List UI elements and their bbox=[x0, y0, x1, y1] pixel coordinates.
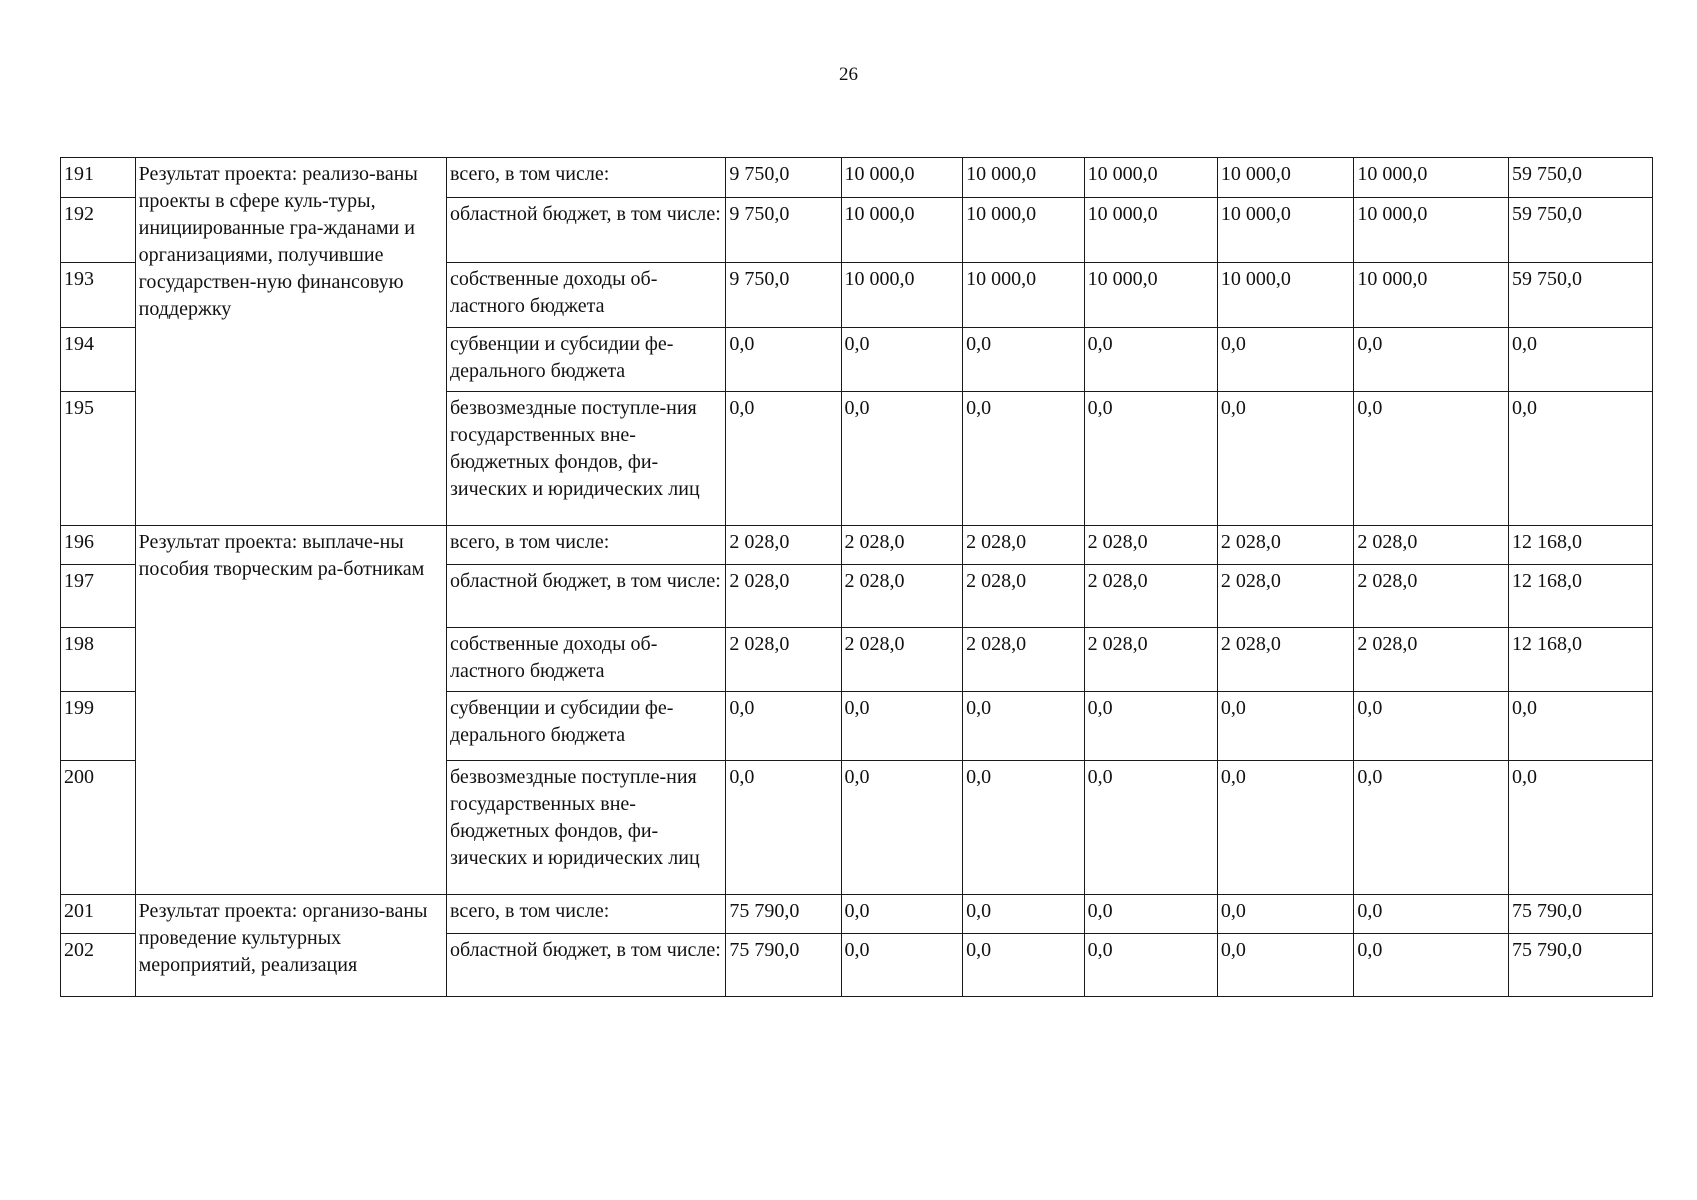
project-result: Результат проекта: организо-ваны проведение культурных мероприятий, реализация bbox=[135, 895, 446, 997]
row-number: 197 bbox=[61, 565, 136, 628]
year-value: 2 028,0 bbox=[1217, 565, 1353, 628]
total-value: 12 168,0 bbox=[1508, 628, 1652, 692]
table-row bbox=[61, 895, 1653, 934]
year-value: 0,0 bbox=[1084, 895, 1217, 934]
row-number: 194 bbox=[61, 328, 136, 392]
year-value: 9 750,0 bbox=[726, 263, 841, 328]
budget-table bbox=[60, 157, 1653, 997]
year-value: 10 000,0 bbox=[1084, 158, 1217, 198]
funding-source: областной бюджет, в том числе: bbox=[447, 198, 726, 263]
year-value: 0,0 bbox=[963, 392, 1085, 526]
year-value: 0,0 bbox=[1084, 934, 1217, 997]
year-value: 9 750,0 bbox=[726, 158, 841, 198]
year-value: 0,0 bbox=[1354, 934, 1509, 997]
year-value: 0,0 bbox=[1217, 392, 1353, 526]
row-number: 202 bbox=[61, 934, 136, 997]
year-value: 2 028,0 bbox=[963, 565, 1085, 628]
year-value: 2 028,0 bbox=[1217, 628, 1353, 692]
year-value: 10 000,0 bbox=[1354, 263, 1509, 328]
total-value: 0,0 bbox=[1508, 692, 1652, 761]
year-value: 10 000,0 bbox=[1084, 198, 1217, 263]
year-value: 0,0 bbox=[1217, 692, 1353, 761]
row-number: 191 bbox=[61, 158, 136, 198]
funding-source: всего, в том числе: bbox=[447, 158, 726, 198]
year-value: 10 000,0 bbox=[1354, 158, 1509, 198]
year-value: 0,0 bbox=[963, 761, 1085, 895]
year-value: 0,0 bbox=[963, 934, 1085, 997]
year-value: 2 028,0 bbox=[1354, 628, 1509, 692]
funding-source: всего, в том числе: bbox=[447, 526, 726, 565]
year-value: 10 000,0 bbox=[963, 263, 1085, 328]
year-value: 0,0 bbox=[963, 895, 1085, 934]
year-value: 0,0 bbox=[841, 692, 963, 761]
year-value: 0,0 bbox=[1084, 761, 1217, 895]
year-value: 0,0 bbox=[841, 761, 963, 895]
year-value: 2 028,0 bbox=[963, 628, 1085, 692]
total-value: 0,0 bbox=[1508, 761, 1652, 895]
year-value: 0,0 bbox=[726, 392, 841, 526]
year-value: 0,0 bbox=[1217, 761, 1353, 895]
total-value: 59 750,0 bbox=[1508, 263, 1652, 328]
funding-source: всего, в том числе: bbox=[447, 895, 726, 934]
total-value: 59 750,0 bbox=[1508, 198, 1652, 263]
year-value: 10 000,0 bbox=[1354, 198, 1509, 263]
year-value: 0,0 bbox=[1217, 934, 1353, 997]
year-value: 0,0 bbox=[1217, 328, 1353, 392]
row-number: 193 bbox=[61, 263, 136, 328]
funding-source: собственные доходы об-ластного бюджета bbox=[447, 628, 726, 692]
year-value: 0,0 bbox=[841, 934, 963, 997]
funding-source: безвозмездные поступле-ния государственных вне-бюджетных фондов, фи-зических и юридических лиц bbox=[447, 392, 726, 526]
row-number: 196 bbox=[61, 526, 136, 565]
row-number: 192 bbox=[61, 198, 136, 263]
year-value: 0,0 bbox=[1354, 392, 1509, 526]
year-value: 2 028,0 bbox=[1084, 526, 1217, 565]
year-value: 2 028,0 bbox=[726, 565, 841, 628]
row-number: 198 bbox=[61, 628, 136, 692]
page-number: 26 bbox=[839, 64, 858, 85]
funding-source: областной бюджет, в том числе: bbox=[447, 565, 726, 628]
year-value: 0,0 bbox=[726, 692, 841, 761]
year-value: 2 028,0 bbox=[726, 628, 841, 692]
year-value: 0,0 bbox=[963, 328, 1085, 392]
year-value: 10 000,0 bbox=[1217, 158, 1353, 198]
year-value: 0,0 bbox=[726, 328, 841, 392]
year-value: 2 028,0 bbox=[1217, 526, 1353, 565]
year-value: 0,0 bbox=[1217, 895, 1353, 934]
funding-source: собственные доходы об-ластного бюджета bbox=[447, 263, 726, 328]
year-value: 10 000,0 bbox=[1217, 198, 1353, 263]
total-value: 12 168,0 bbox=[1508, 526, 1652, 565]
year-value: 0,0 bbox=[1354, 692, 1509, 761]
funding-source: субвенции и субсидии фе-дерального бюджета bbox=[447, 328, 726, 392]
year-value: 75 790,0 bbox=[726, 895, 841, 934]
table-body bbox=[61, 158, 1653, 997]
year-value: 2 028,0 bbox=[841, 526, 963, 565]
table-row bbox=[61, 158, 1653, 198]
row-number: 201 bbox=[61, 895, 136, 934]
year-value: 10 000,0 bbox=[1084, 263, 1217, 328]
year-value: 0,0 bbox=[841, 392, 963, 526]
total-value: 59 750,0 bbox=[1508, 158, 1652, 198]
funding-source: областной бюджет, в том числе: bbox=[447, 934, 726, 997]
year-value: 2 028,0 bbox=[726, 526, 841, 565]
year-value: 2 028,0 bbox=[1354, 526, 1509, 565]
year-value: 0,0 bbox=[726, 761, 841, 895]
funding-source: субвенции и субсидии фе-дерального бюджета bbox=[447, 692, 726, 761]
total-value: 75 790,0 bbox=[1508, 895, 1652, 934]
year-value: 0,0 bbox=[1084, 692, 1217, 761]
funding-source: безвозмездные поступле-ния государственных вне-бюджетных фондов, фи-зических и юридических лиц bbox=[447, 761, 726, 895]
year-value: 2 028,0 bbox=[1084, 628, 1217, 692]
year-value: 0,0 bbox=[841, 895, 963, 934]
project-result: Результат проекта: выплаче-ны пособия творческим ра-ботникам bbox=[135, 526, 446, 895]
year-value: 0,0 bbox=[1354, 328, 1509, 392]
row-number: 195 bbox=[61, 392, 136, 526]
total-value: 12 168,0 bbox=[1508, 565, 1652, 628]
year-value: 0,0 bbox=[1354, 895, 1509, 934]
year-value: 0,0 bbox=[1084, 392, 1217, 526]
year-value: 0,0 bbox=[841, 328, 963, 392]
project-result: Результат проекта: реализо-ваны проекты в сфере куль-туры, инициированные гра-жданами и организациями, получившие государствен-ную финансовую поддержку bbox=[135, 158, 446, 526]
year-value: 9 750,0 bbox=[726, 198, 841, 263]
total-value: 75 790,0 bbox=[1508, 934, 1652, 997]
year-value: 75 790,0 bbox=[726, 934, 841, 997]
year-value: 2 028,0 bbox=[841, 565, 963, 628]
table-row bbox=[61, 526, 1653, 565]
year-value: 10 000,0 bbox=[841, 158, 963, 198]
total-value: 0,0 bbox=[1508, 392, 1652, 526]
row-number: 200 bbox=[61, 761, 136, 895]
year-value: 0,0 bbox=[1354, 761, 1509, 895]
year-value: 10 000,0 bbox=[963, 158, 1085, 198]
year-value: 10 000,0 bbox=[1217, 263, 1353, 328]
year-value: 10 000,0 bbox=[841, 198, 963, 263]
year-value: 2 028,0 bbox=[1084, 565, 1217, 628]
year-value: 2 028,0 bbox=[963, 526, 1085, 565]
year-value: 10 000,0 bbox=[841, 263, 963, 328]
year-value: 10 000,0 bbox=[963, 198, 1085, 263]
row-number: 199 bbox=[61, 692, 136, 761]
year-value: 0,0 bbox=[1084, 328, 1217, 392]
total-value: 0,0 bbox=[1508, 328, 1652, 392]
year-value: 2 028,0 bbox=[1354, 565, 1509, 628]
year-value: 0,0 bbox=[963, 692, 1085, 761]
year-value: 2 028,0 bbox=[841, 628, 963, 692]
